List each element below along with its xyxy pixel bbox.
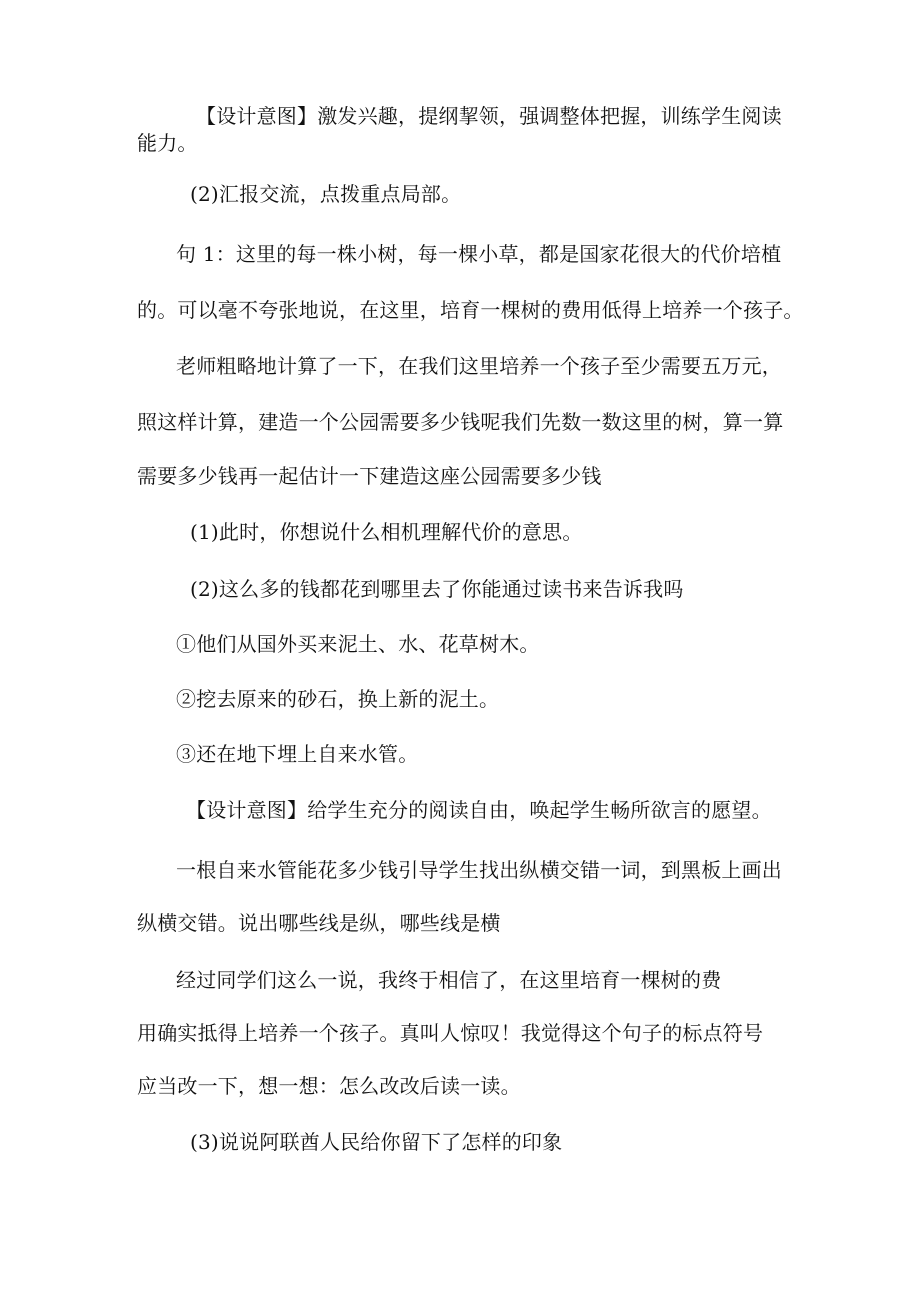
question-3: (3)说说阿联酋人民给你留下了怎样的印象: [190, 1130, 563, 1154]
list-item-2: ②挖去原来的砂石，换上新的泥土。: [176, 687, 500, 711]
list-item-1: ①他们从国外买来泥土、水、花草树木。: [176, 632, 540, 656]
question-1: (1)此时，你想说什么相机理解代价的意思。: [190, 520, 583, 544]
water-pipe-line-2: 纵横交错。说出哪些线是纵，哪些线是横: [137, 911, 501, 935]
teacher-calc-line-1: 老师粗略地计算了一下，在我们这里培养一个孩子至少需要五万元，: [176, 354, 782, 378]
teacher-calc-line-2: 照这样计算，建造一个公园需要多少钱呢我们先数一数这里的树，算一算: [137, 410, 784, 434]
sentence-1-line-2: 的。可以毫不夸张地说，在这里，培育一棵树的费用低得上培养一个孩子。: [137, 298, 804, 322]
question-2: (2)这么多的钱都花到哪里去了你能通过读书来告诉我吗: [190, 577, 684, 601]
conclusion-line-2: 用确实抵得上培养一个孩子。真叫人惊叹！我觉得这个句子的标点符号: [137, 1021, 764, 1045]
conclusion-line-3: 应当改一下，想一想：怎么改改后读一读。: [137, 1074, 521, 1098]
step-report-exchange: (2)汇报交流，点拨重点局部。: [190, 182, 462, 206]
list-item-3: ③还在地下埋上自来水管。: [176, 742, 419, 766]
sentence-1-line-1: 句 1：这里的每一株小树，每一棵小草，都是国家花很大的代价培植: [176, 242, 782, 266]
design-intent-paragraph-line-2: 能力。: [137, 131, 198, 155]
teacher-calc-line-3: 需要多少钱再一起估计一下建造这座公园需要多少钱: [137, 464, 602, 488]
water-pipe-line-1: 一根自来水管能花多少钱引导学生找出纵横交错一词，到黑板上画出: [176, 858, 782, 882]
conclusion-line-1: 经过同学们这么一说，我终于相信了，在这里培育一棵树的费: [176, 968, 722, 992]
design-intent-paragraph-2: 【设计意图】给学生充分的阅读自由，唤起学生畅所欲言的愿望。: [186, 798, 772, 822]
design-intent-paragraph-line-1: 【设计意图】激发兴趣，提纲挈领，强调整体把握，训练学生阅读: [196, 104, 782, 128]
